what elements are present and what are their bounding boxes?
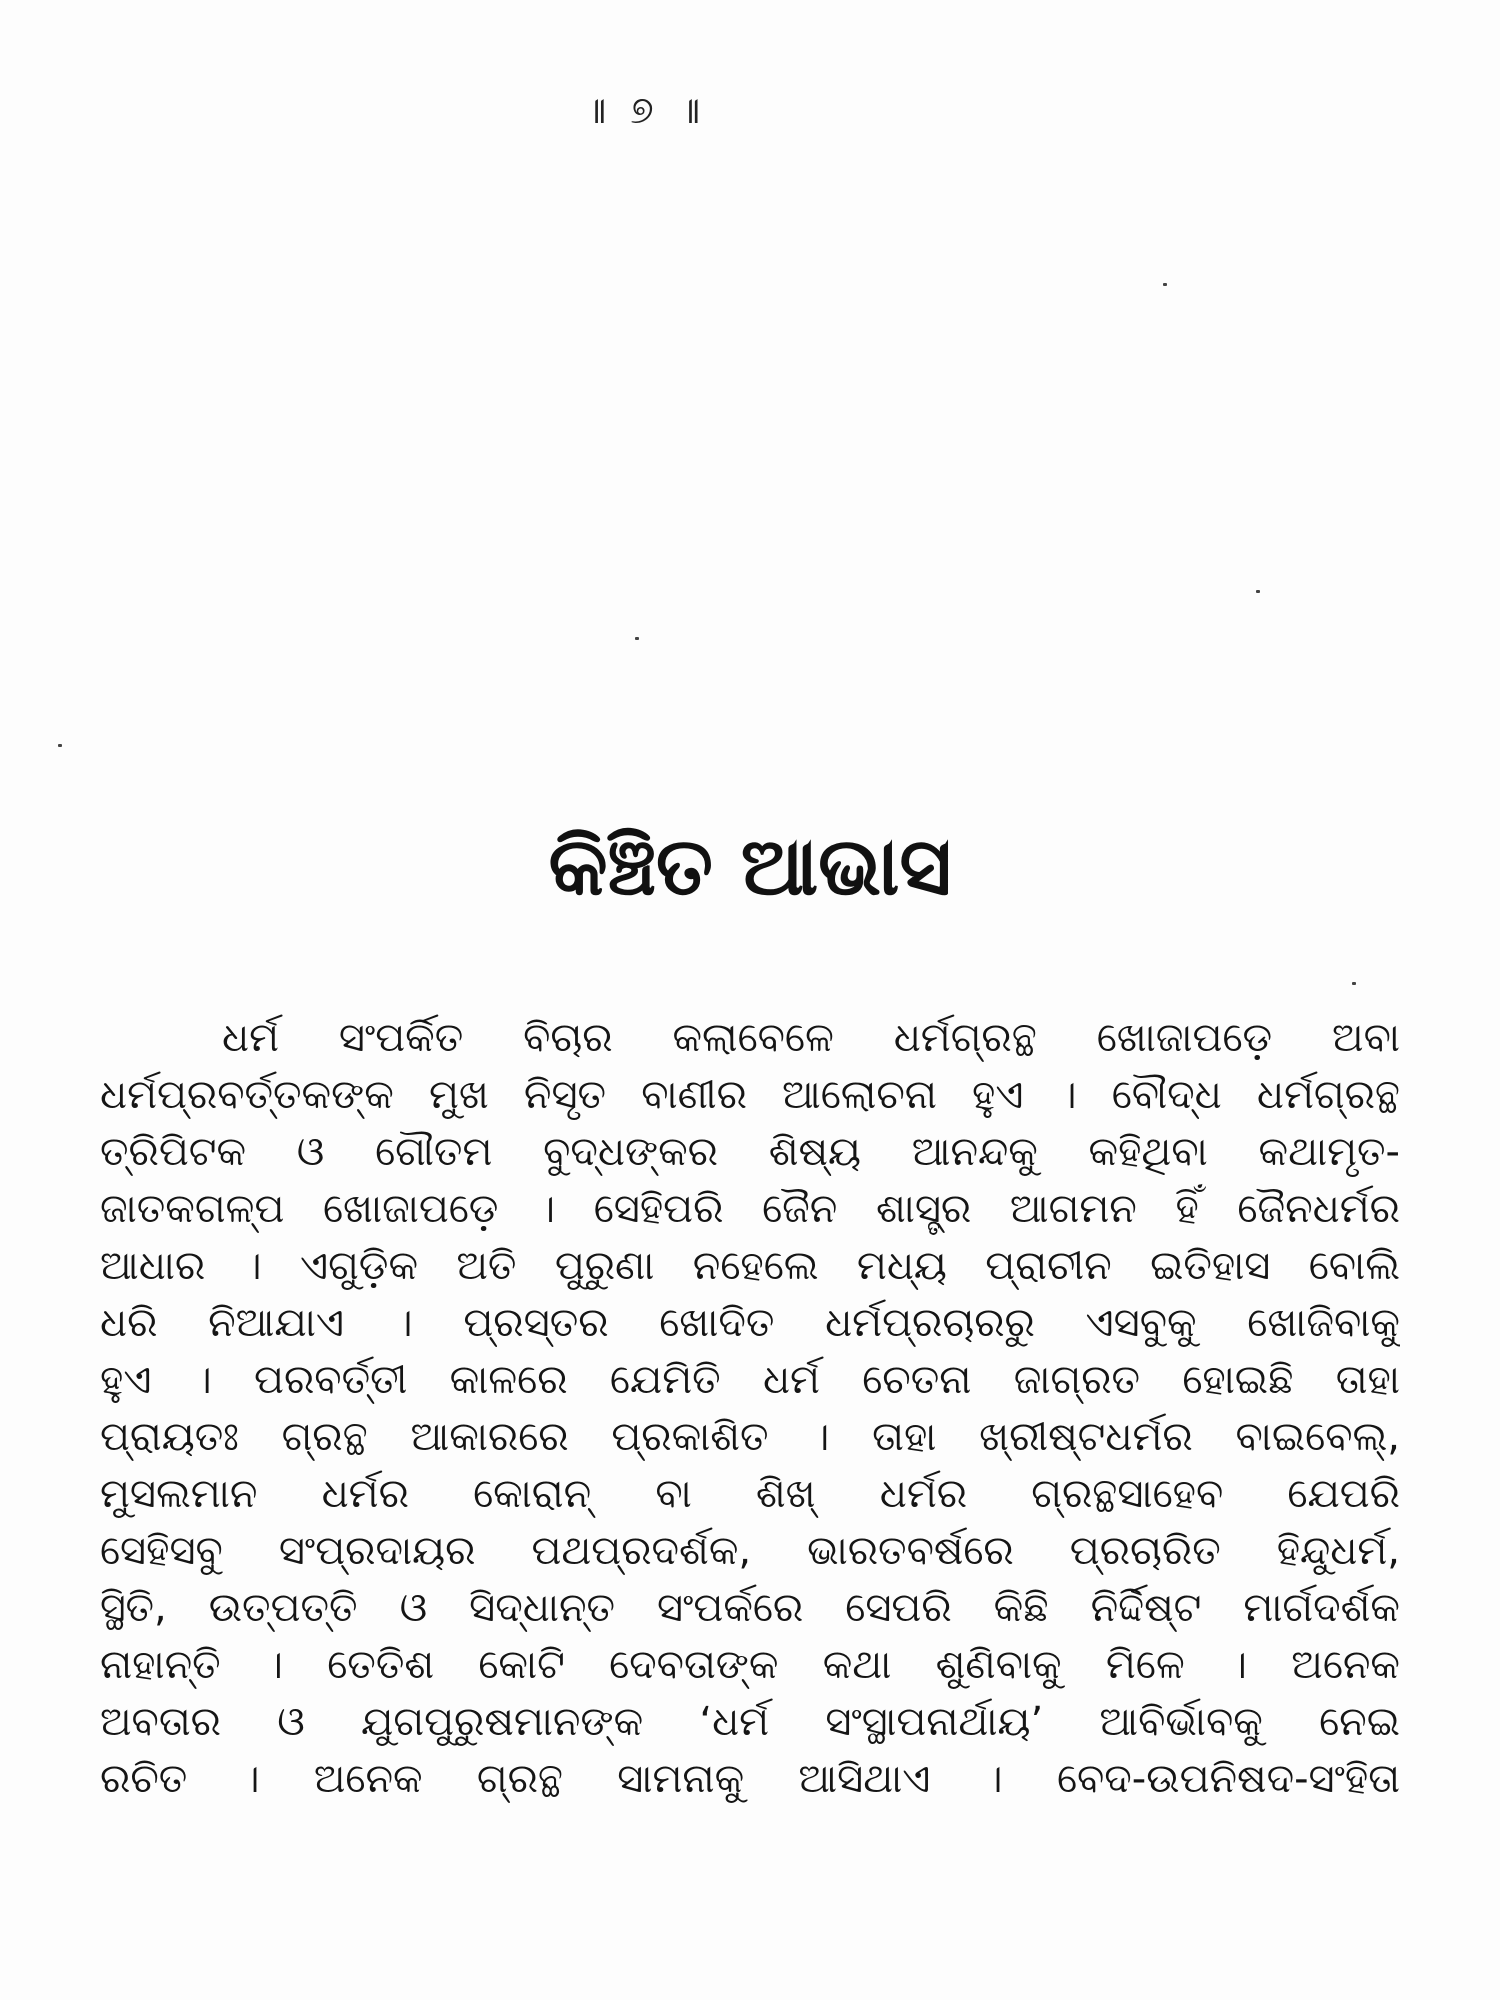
text-line: ସ୍ଥିତି, ଉତ୍ପତ୍ତି ଓ ସିଦ୍ଧାନ୍ତ ସଂପର୍କରେ ସେପରି କିଛି ନିର୍ଦ୍ଦିଷ୍ଟ ମାର୍ଗଦର୍ଶକ	[100, 1585, 1400, 1631]
text-line: ଧର୍ମପ୍ରବର୍ତ୍ତକଙ୍କ ମୁଖ ନିସୃତ ବାଣୀର ଆଲୋଚନା ହୁଏ । ବୌଦ୍ଧ ଧର୍ମଗ୍ରନ୍ଥ	[100, 1072, 1400, 1118]
text-line: ତ୍ରିପିଟକ ଓ ଗୌତମ ବୁଦ୍ଧଙ୍କର ଶିଷ୍ୟ ଆନନ୍ଦକୁ କହିଥିବା କଥାମୃତ-	[100, 1129, 1400, 1175]
text-line: ଜାତକଗଳ୍ପ ଖୋଜାପଡ଼େ । ସେହିପରି ଜୈନ ଶାସ୍ତ୍ର ଆଗମନ ହିଁ ଜୈନଧର୍ମର	[100, 1186, 1400, 1232]
text-line: ମୁସଲମାନ ଧର୍ମର କୋରାନ୍ ବା ଶିଖ୍ ଧର୍ମର ଗ୍ରନ୍ଥସାହେବ ଯେପରି	[100, 1471, 1400, 1517]
body-paragraph	[100, 1010, 1400, 1808]
text-line: ସେହିସବୁ ସଂପ୍ରଦାୟର ପଥପ୍ରଦର୍ଶକ, ଭାରତବର୍ଷରେ ପ୍ରଚାରିତ ହିନ୍ଦୁଧର୍ମ,	[100, 1528, 1400, 1574]
text-line: ଅବତାର ଓ ଯୁଗପୁରୁଷମାନଙ୍କ ‘ଧର୍ମ ସଂସ୍ଥାପନାର୍ଥାୟ’ ଆବିର୍ଭାବକୁ ନେଇ	[100, 1699, 1400, 1745]
text-line: ଧରି ନିଆଯାଏ । ପ୍ରସ୍ତର ଖୋଦିତ ଧର୍ମପ୍ରଚାରରୁ ଏସବୁକୁ ଖୋଜିବାକୁ	[100, 1300, 1400, 1346]
chapter-title: କିଞ୍ଚିତ ଆଭାସ	[548, 820, 952, 913]
scan-speck	[1256, 590, 1260, 593]
scan-speck	[635, 637, 639, 640]
page-number: ॥ ୭ ॥	[583, 88, 707, 132]
scan-speck	[1352, 982, 1356, 985]
text-line: ଧର୍ମ ସଂପର୍କିତ ବିଚାର କଲାବେଳେ ଧର୍ମଗ୍ରନ୍ଥ ଖୋଜାପଡ଼େ ଅବା	[222, 1015, 1400, 1061]
text-line: ଆଧାର । ଏଗୁଡ଼ିକ ଅତି ପୁରୁଣା ନହେଲେ ମଧ୍ୟ ପ୍ରାଚୀନ ଇତିହାସ ବୋଲି	[100, 1243, 1400, 1289]
text-line: ପ୍ରାୟତଃ ଗ୍ରନ୍ଥ ଆକାରରେ ପ୍ରକାଶିତ । ତାହା ଖ୍ରୀଷ୍ଟଧର୍ମର ବାଇବେଲ୍,	[100, 1414, 1400, 1460]
scan-speck	[1163, 283, 1167, 286]
scan-speck	[58, 744, 62, 747]
text-line: ନାହାନ୍ତି । ତେତିଶ କୋଟି ଦେବତାଙ୍କ କଥା ଶୁଣିବାକୁ ମିଳେ । ଅନେକ	[100, 1642, 1400, 1688]
text-line: ରଚିତ । ଅନେକ ଗ୍ରନ୍ଥ ସାମନାକୁ ଆସିଥାଏ । ବେଦ-ଉପନିଷଦ-ସଂହିତା	[100, 1756, 1400, 1802]
text-line: ହୁଏ । ପରବର୍ତ୍ତୀ କାଳରେ ଯେମିତି ଧର୍ମ ଚେତନା ଜାଗ୍ରତ ହୋଇଛି ତାହା	[100, 1357, 1400, 1403]
